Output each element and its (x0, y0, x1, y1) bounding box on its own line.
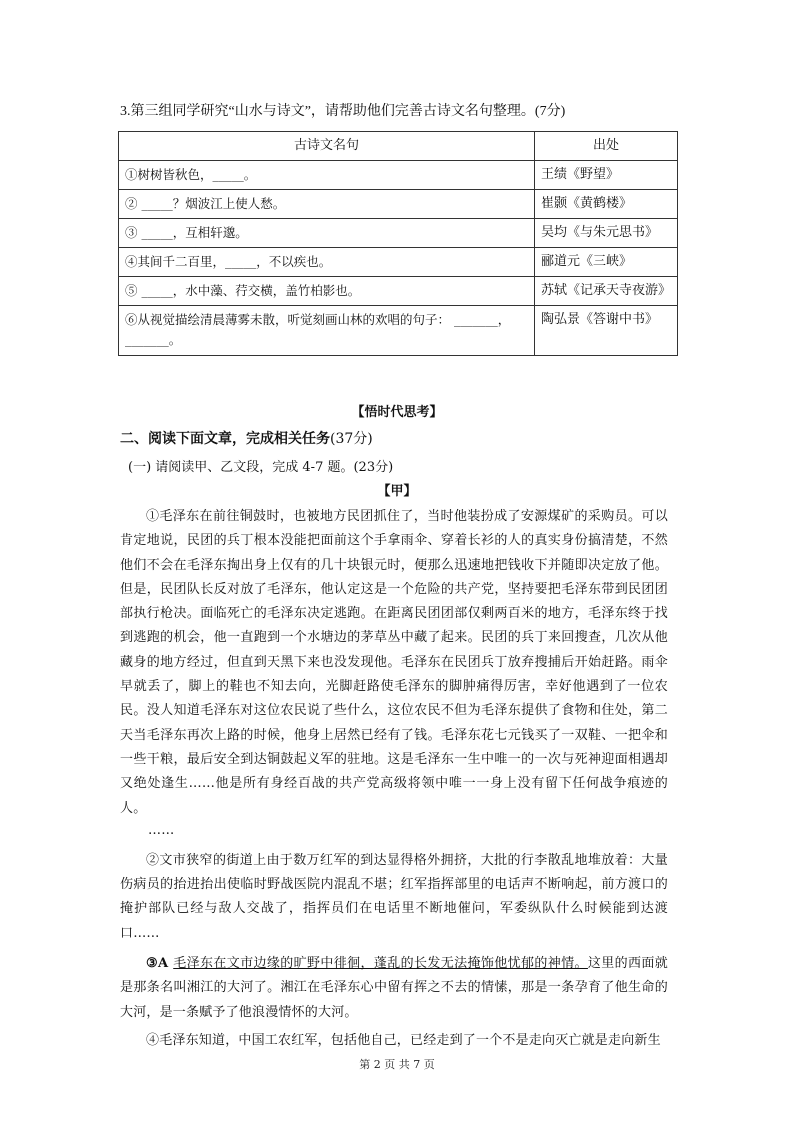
header-poem-line: 古诗文名句 (119, 132, 535, 161)
paragraph-3 (120, 952, 668, 1025)
ellipsis: …… (148, 822, 175, 838)
table-row (119, 161, 678, 190)
section-2-heading: 二、阅读下面文章，完成相关任务 (120, 431, 330, 447)
passage-label-jia: 【甲】 (377, 484, 417, 499)
underlined-sentence-a: 毛泽东在文市边缘的旷野中徘徊，蓬乱的长发无法掩饰他忧郁的神情。 (173, 956, 588, 972)
paragraph-3-rest: 这里的西面就是那条名叫湘江的大河了。湘江在毛泽东心中留有挥之不去的情愫，那是一条孕育了他生命的大河，是一条赋予了他浪漫情怀的大河。 (120, 956, 669, 1020)
header-source: 出处 (534, 132, 677, 161)
table-row (119, 277, 678, 306)
poem-line (119, 306, 535, 356)
poem-source: 苏轼《记承天寺夜游》 (534, 277, 677, 306)
poem-source: 王绩《野望》 (534, 161, 677, 190)
poem-table (118, 131, 678, 356)
section-banner: 【悟时代思考】 (351, 405, 443, 420)
poem-line-part2: _______。 (125, 332, 182, 347)
question-3-title: 3.第三组同学研究“山水与诗文”，请帮助他们完善古诗文名句整理。(7分) (120, 104, 566, 119)
paragraph-1: ①毛泽东在前往铜鼓时，也被地方民团抓住了，当时他装扮成了安源煤矿的采购员。可以肯定地说，民团的兵丁根本没能把面前这个手拿雨伞、穿着长衫的人的真实身份搞清楚，不然他们不会在毛泽东掏出身上仅有的几十块银元时，便那么迅速地把钱收下并随即决定放了他。但是，民团队长反对放了毛泽东，他认定这是一个危险的共产党，坚持要把毛泽东带到民团团部执行枪决。面临死亡的毛泽东决定逃跑。在距离民团团部仅剩两百米的地方，毛泽东终于找到逃跑的机会，他一直跑到一个水塘边的茅草丛中藏了起来。民团的兵丁来回搜查，几次从他藏身的地方经过，但直到天黑下来也没发现他。毛泽东在民团兵丁放弃搜捕后开始赶路。雨伞早就丢了，脚上的鞋也不知去向，光脚赶路使毛泽东的脚肿痛得厉害，幸好他遇到了一位农民。没人知道毛泽东对这位农民说了些什么，这位农民不但为毛泽东提供了食物和住处，第二天当毛泽东再次上路的时候，他身上居然已经有了钱。毛泽东花七元钱买了一双鞋、一把伞和一些干粮，最后安全到达铜鼓起义军的驻地。这是毛泽东一生中唯一的一次与死神迎面相遇却又绝处逢生……他是所有身经百战的共产党高级将领中唯一一身上没有留下任何战争痕迹的人。 (120, 509, 668, 816)
poem-line: ③ _____，互相轩邈。 (119, 219, 535, 248)
table-row (119, 219, 678, 248)
paragraph-4: ④毛泽东知道，中国工农红军，包括他自己，已经走到了一个不是走向灭亡就是走向新生 (146, 1032, 661, 1048)
poem-source: 吴均《与朱元思书》 (534, 219, 677, 248)
table-row (119, 190, 678, 219)
poem-source: 郦道元《三峡》 (534, 248, 677, 277)
poem-line: ④其间千二百里，_____，不以疾也。 (119, 248, 535, 277)
paragraph-2: ②文市狭窄的街道上由于数万红军的到达显得格外拥挤，大批的行李散乱地堆放着：大量伤病员的抬进抬出使临时野战医院内混乱不堪；红军指挥部里的电话声不断响起，前方渡口的掩护部队已经与敌人交战了，指挥员们在电话里不断地催问，军委纵队什么时候能到达渡口…… (120, 852, 668, 941)
passage-jia (120, 505, 668, 1053)
poem-line: ⑤ _____，水中藻、荇交横，盖竹柏影也。 (119, 277, 535, 306)
subsection-title: (一) 请阅读甲、乙文段，完成 4-7 题。(23分) (128, 460, 394, 475)
poem-source: 崔颢《黄鹤楼》 (534, 190, 677, 219)
poem-line-part1: ⑥从视觉描绘清晨薄雾未散，听觉刻画山林的欢唱的句子： _______， (125, 312, 511, 327)
table-header-row (119, 132, 678, 161)
table-row (119, 306, 678, 356)
section-2-title (120, 428, 373, 448)
poem-line: ①树树皆秋色，_____。 (119, 161, 535, 190)
table-row (119, 248, 678, 277)
paragraph-3-marker: ③A (146, 956, 174, 972)
section-2-points: (37分) (330, 431, 373, 447)
poem-source: 陶弘景《答谢中书》 (534, 306, 677, 356)
page-footer: 第 2 页 共 7 页 (359, 1058, 435, 1071)
poem-line: ② _____？烟波江上使人愁。 (119, 190, 535, 219)
